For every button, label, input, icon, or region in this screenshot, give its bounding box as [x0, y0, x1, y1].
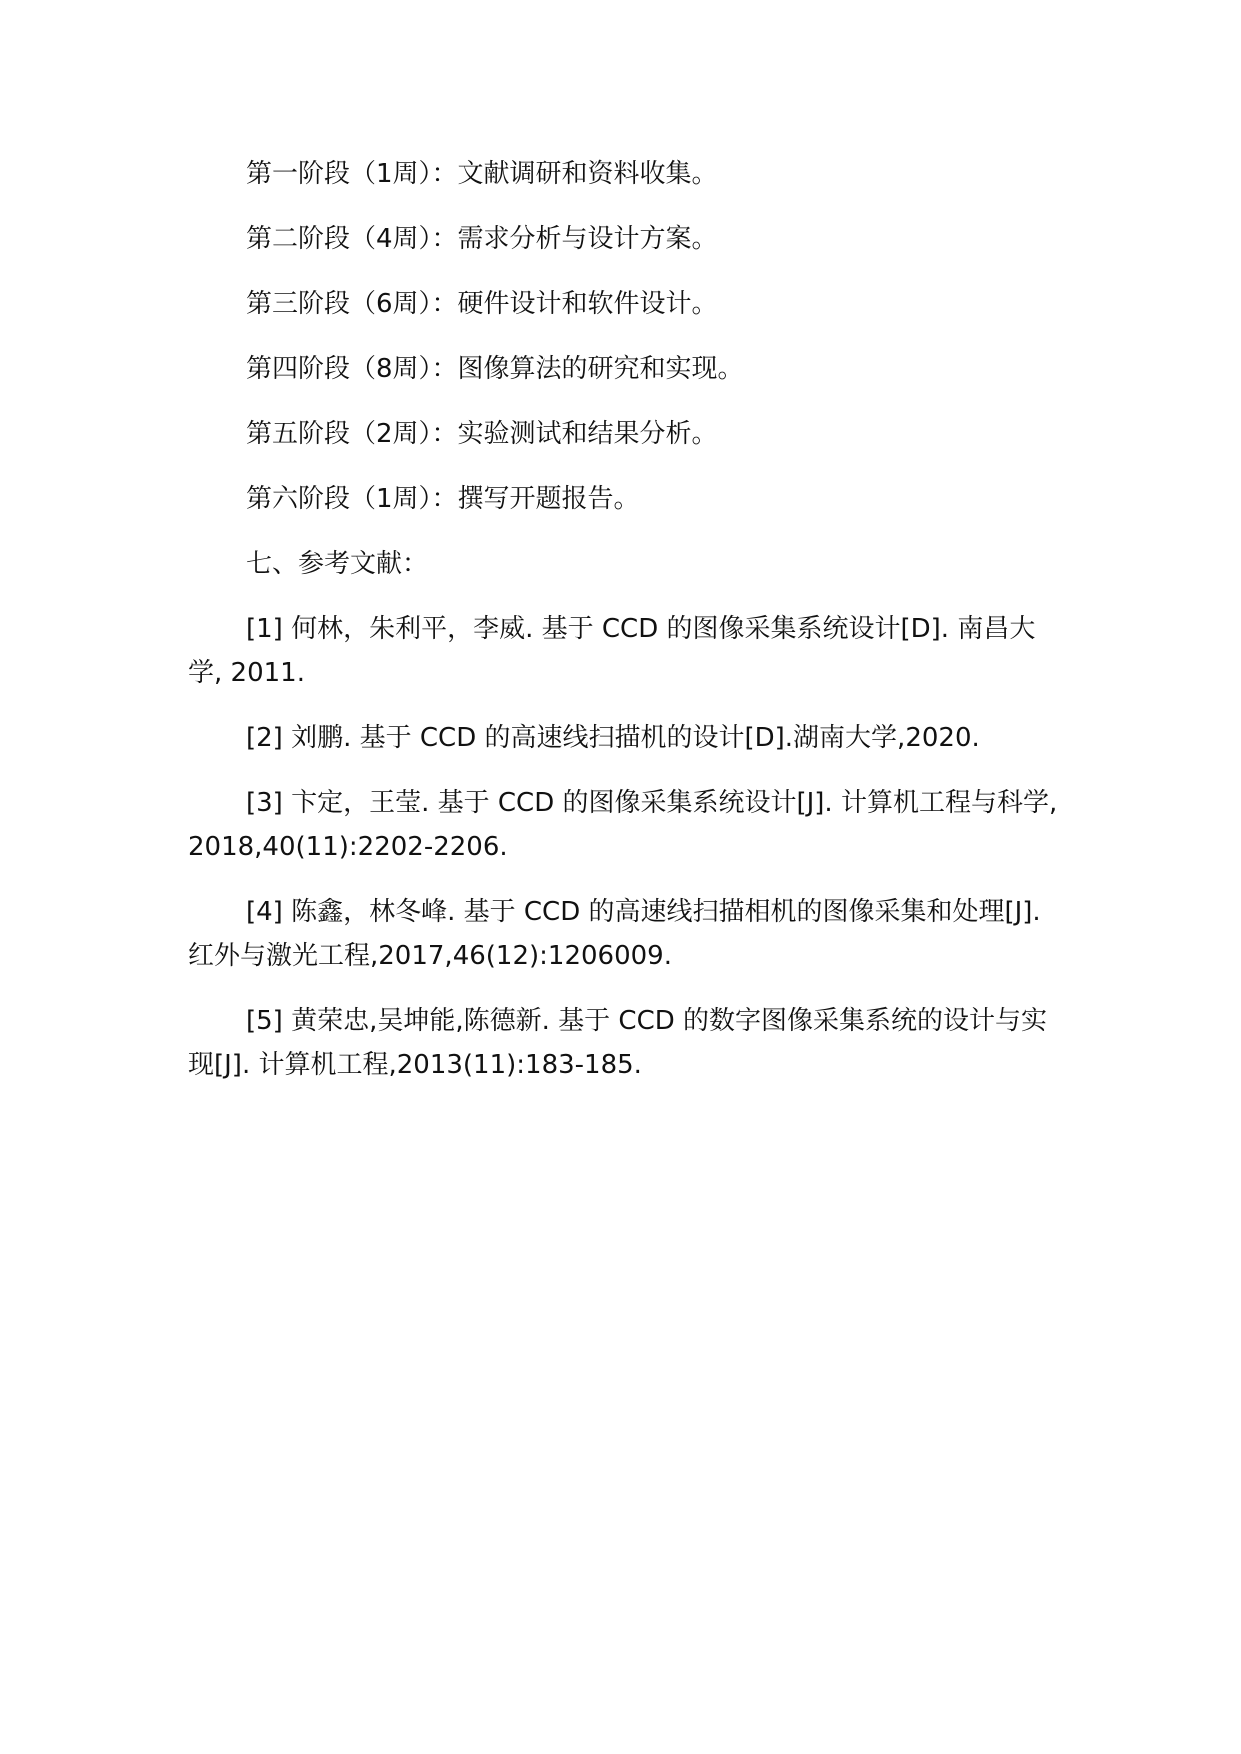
document-body: [188, 152, 1058, 1108]
reference-3: [3] 卞定，王莹. 基于 CCD 的图像采集系统设计[J]. 计算机工程与科学,2018,40(11):2202-2206.: [188, 788, 1058, 862]
reference-5: [5] 黄荣忠,吴坤能,陈德新. 基于 CCD 的数字图像采集系统的设计与实现[J]. 计算机工程,2013(11):183-185.: [188, 1006, 1048, 1080]
stage-3: 第三阶段（6周）：硬件设计和软件设计。: [246, 289, 718, 319]
stage-5: 第五阶段（2周）：实验测试和结果分析。: [246, 419, 718, 449]
reference-4: [4] 陈鑫，林冬峰. 基于 CCD 的高速线扫描相机的图像采集和处理[J]. 红外与激光工程,2017,46(12):1206009.: [188, 897, 1041, 971]
stage-4: 第四阶段（8周）：图像算法的研究和实现。: [246, 354, 744, 384]
stage-2: 第二阶段（4周）：需求分析与设计方案。: [246, 224, 718, 254]
references-heading: 七、参考文献：: [246, 549, 429, 579]
reference-1: [1] 何林，朱利平，李威. 基于 CCD 的图像采集系统设计[D]. 南昌大学, 2011.: [188, 614, 1036, 688]
stage-1: 第一阶段（1周）：文献调研和资料收集。: [246, 159, 718, 189]
stage-6: 第六阶段（1周）：撰写开题报告。: [246, 484, 640, 514]
reference-2: [2] 刘鹏. 基于 CCD 的高速线扫描机的设计[D].湖南大学,2020.: [246, 723, 980, 753]
